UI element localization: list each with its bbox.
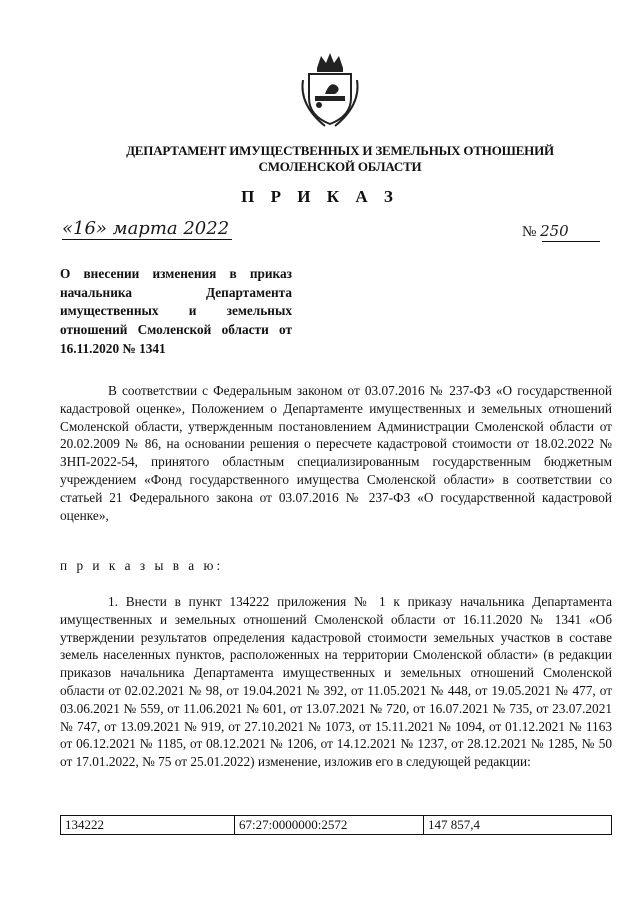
date-underline	[62, 239, 232, 240]
cadastral-table	[60, 815, 612, 835]
order-number	[522, 222, 602, 242]
table-row	[61, 816, 612, 835]
table-cell-value: 147 857,4	[424, 816, 612, 835]
department-name	[60, 143, 620, 175]
table-cell-cadastral-number: 67:27:0000000:2572	[235, 816, 424, 835]
number-sign: №	[522, 224, 537, 240]
order-title: П Р И К А З	[241, 187, 399, 206]
order-subject: О внесении изменения в приказ начальника Департамента имущественных и земельных отношений Смоленской области от 16.11.2020 № 1341	[60, 266, 292, 356]
handwritten-date: «16» марта 2022	[62, 218, 230, 239]
order-date	[62, 218, 242, 240]
coat-of-arms-emblem	[295, 50, 365, 130]
preamble-paragraph: В соответствии с Федеральным законом от 03.07.2016 № 237-ФЗ «О государственной кадастровой оценке», Положением о Департаменте имущественных и земельных отношений Смоленской области, утвержденным постановлением Администрации Смоленской области от 20.02.2009 № 86, на основании решения о пересчете кадастровой стоимости от 18.02.2022 № ЗНП-2022-54, принятого областным специализированным государственным бюджетным учреждением «Фонд государственного имущества Смоленской области» в соответствии со статьей 21 Федерального закона от 03.07.2016 № 237-ФЗ «О государственной кадастровой оценке»,	[60, 383, 612, 523]
department-line-2: СМОЛЕНСКОЙ ОБЛАСТИ	[258, 159, 422, 174]
item-1-paragraph: 1. Внести в пункт 134222 приложения № 1 к приказу начальника Департамента имущественных и земельных отношений Смоленской области от 16.11.2020 № 1341 «Об утверждении результатов определения кадастровой стоимости земельных участков в составе земель населенных пунктов, расположенных на территории Смоленской области» (в редакции приказов начальника Департамента имущественных и земельных отношений Смоленской области от 02.02.2021 № 98, от 19.04.2021 № 392, от 11.05.2021 № 448, от 19.05.2021 № 477, от 03.06.2021 № 559, от 11.06.2021 № 601, от 13.07.2021 № 720, от 16.07.2021 № 735, от 23.07.2021 № 747, от 13.09.2021 № 919, от 27.10.2021 № 1073, от 15.11.2021 № 1094, от 01.12.2021 № 1163 от 06.12.2021 № 1185, от 08.12.2021 № 1206, от 14.12.2021 № 1237, от 28.12.2021 № 1285, № 50 от 17.01.2022, № 75 от 25.01.2022) изменение, изложив его в следующей редакции:	[60, 594, 612, 770]
table-cell-item: 134222	[61, 816, 235, 835]
department-line-1: ДЕПАРТАМЕНТ ИМУЩЕСТВЕННЫХ И ЗЕМЕЛЬНЫХ ОТНОШЕНИЙ	[126, 143, 554, 158]
number-underline	[542, 241, 600, 242]
handwritten-number: 250	[540, 222, 569, 240]
order-verb: п р и к а з ы в а ю:	[60, 558, 224, 573]
